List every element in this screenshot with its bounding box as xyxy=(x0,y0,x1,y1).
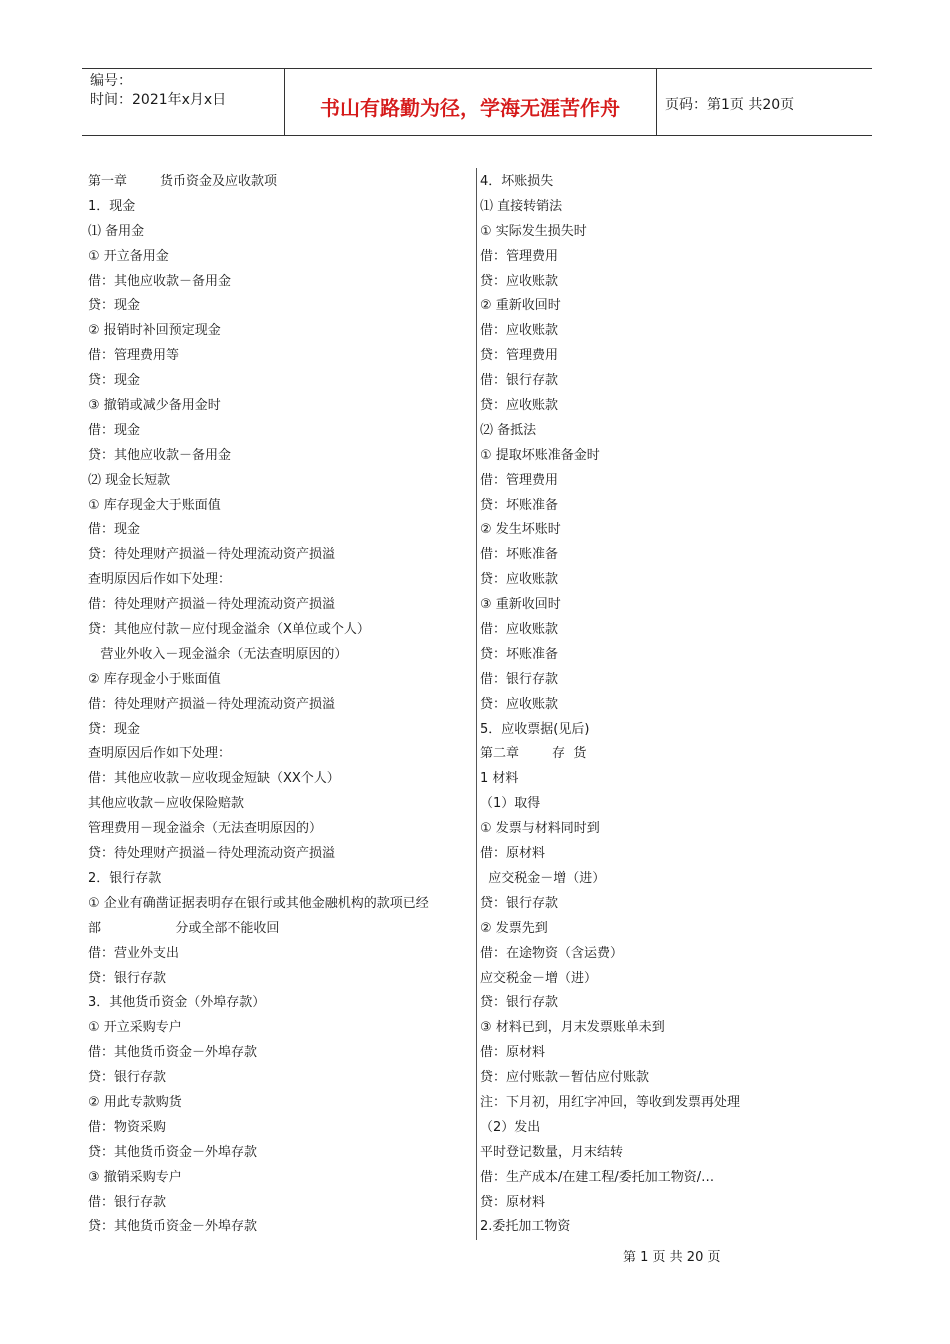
text-line: 第一章 货币资金及应收款项 xyxy=(88,174,278,189)
text-line: 借：在途物资（含运费） xyxy=(480,945,624,961)
text-line: 借：应收账款 xyxy=(480,622,559,638)
text-line: 借：原材料 xyxy=(480,846,546,862)
text-line: ③ 撤销采购专户 xyxy=(88,1169,182,1185)
text-line: ① 提取坏账准备金时 xyxy=(480,447,600,463)
text-line: 借：物资采购 xyxy=(88,1119,167,1135)
text-line: 贷：其他应收款－备用金 xyxy=(88,447,232,463)
text-line: ② 用此专款购货 xyxy=(88,1094,182,1110)
text-line: 4．坏账损失 xyxy=(480,174,554,189)
text-line: 管理费用－现金溢余（无法查明原因的） xyxy=(88,821,323,837)
text-line: ② 库存现金小于账面值 xyxy=(88,671,221,687)
text-line: ① 开立备用金 xyxy=(88,248,169,264)
text-line: ② 发生坏账时 xyxy=(480,522,561,538)
text-line: ① 实际发生损失时 xyxy=(480,223,587,239)
text-line: 2.委托加工物资 xyxy=(480,1219,571,1235)
header-bottom-rule xyxy=(82,135,872,136)
page-footer: 第 1 页 共 20 页 xyxy=(623,1250,721,1265)
text-line: 借：其他应收款－应收现金短缺（XX个人） xyxy=(88,771,340,787)
text-line: 营业外收入－现金溢余（无法查明原因的） xyxy=(88,646,348,662)
text-line: 贷：银行存款 xyxy=(480,995,559,1011)
text-line: 借：其他货币资金－外埠存款 xyxy=(88,1045,258,1061)
text-line: 贷：管理费用 xyxy=(480,348,559,364)
header-divider-right xyxy=(656,68,657,135)
text-line: 借：管理费用 xyxy=(480,248,559,264)
text-line: 贷：坏账准备 xyxy=(480,497,559,513)
text-line: ① 开立采购专户 xyxy=(88,1020,182,1036)
text-line: 平时登记数量，月末结转 xyxy=(480,1144,624,1160)
text-line: 贷：待处理财产损溢－待处理流动资产损溢 xyxy=(88,846,336,862)
text-line: 贷：其他货币资金－外埠存款 xyxy=(88,1219,258,1235)
text-line: 借：营业外支出 xyxy=(88,945,180,961)
text-line: 贷：应付账款－暂估应付账款 xyxy=(480,1070,650,1086)
text-line: 3．其他货币资金（外埠存款） xyxy=(88,995,266,1011)
text-line: 应交税金－增（进） xyxy=(480,870,606,886)
serial-label: 编号： xyxy=(90,73,132,89)
text-line: 贷：现金 xyxy=(88,298,141,314)
text-line: 贷：坏账准备 xyxy=(480,646,559,662)
header-motto: 书山有路勤为径，学海无涯苦作舟 xyxy=(320,96,620,120)
header-divider-left xyxy=(284,68,285,135)
text-line: ③ 材料已到，月末发票账单未到 xyxy=(480,1020,665,1036)
text-line: ① 库存现金大于账面值 xyxy=(88,497,221,513)
header-page-number: 页码：第1页 共20页 xyxy=(665,97,795,113)
text-line: 借：待处理财产损溢－待处理流动资产损溢 xyxy=(88,597,336,613)
text-line: 借：应收账款 xyxy=(480,323,559,339)
left-column xyxy=(88,170,478,1240)
text-line: （1）取得 xyxy=(480,796,541,812)
text-line: 贷：应收账款 xyxy=(480,273,559,289)
text-line: 借：其他应收款－备用金 xyxy=(88,273,232,289)
text-line: 借：坏账准备 xyxy=(480,547,559,563)
text-line: 贷：银行存款 xyxy=(88,970,167,986)
text-line: 5．应收票据(见后) xyxy=(480,721,590,737)
text-line: 借：银行存款 xyxy=(480,671,559,687)
text-line: ② 重新收回时 xyxy=(480,298,561,314)
text-line: 借：现金 xyxy=(88,422,141,438)
text-line: 借：管理费用 xyxy=(480,472,559,488)
text-line: 1．现金 xyxy=(88,198,136,214)
text-line: 贷：应收账款 xyxy=(480,696,559,712)
text-line: （2）发出 xyxy=(480,1119,541,1135)
text-line: 借：待处理财产损溢－待处理流动资产损溢 xyxy=(88,696,336,712)
text-line: ⑴ 直接转销法 xyxy=(480,198,563,214)
text-line: 贷：现金 xyxy=(88,721,141,737)
text-line: ① 发票与材料同时到 xyxy=(480,821,600,837)
text-line: 查明原因后作如下处理： xyxy=(88,572,232,588)
date-label: 时间：2021年x月x日 xyxy=(90,92,227,108)
text-line: 查明原因后作如下处理： xyxy=(88,746,232,762)
text-line: 贷：其他货币资金－外埠存款 xyxy=(88,1144,258,1160)
text-line: 注：下月初，用红字冲回，等收到发票再处理 xyxy=(480,1094,741,1110)
text-line: 贷：银行存款 xyxy=(88,1070,167,1086)
right-column xyxy=(480,170,870,1240)
text-line: 贷：待处理财产损溢－待处理流动资产损溢 xyxy=(88,547,336,563)
text-line: 应交税金－增（进） xyxy=(480,970,598,986)
text-line: 贷：银行存款 xyxy=(480,895,559,911)
text-line: ⑵ 备抵法 xyxy=(480,422,537,438)
text-line: 借：银行存款 xyxy=(480,373,559,389)
text-line: 1 材料 xyxy=(480,771,519,787)
text-line: ③ 撤销或减少备用金时 xyxy=(88,398,221,414)
header-top-rule xyxy=(82,68,872,69)
text-line: ⑵ 现金长短款 xyxy=(88,472,171,488)
text-line: 贷：现金 xyxy=(88,373,141,389)
text-line: 贷：其他应付款－应付现金溢余（X单位或个人） xyxy=(88,622,370,638)
text-line: ⑴ 备用金 xyxy=(88,223,145,239)
header-meta xyxy=(90,72,226,110)
text-line: 其他应收款－应收保险赔款 xyxy=(88,796,245,812)
text-line: 借：现金 xyxy=(88,522,141,538)
text-line: 借：管理费用等 xyxy=(88,348,180,364)
text-line: 贷：应收账款 xyxy=(480,398,559,414)
text-line: ② 报销时补回预定现金 xyxy=(88,323,221,339)
text-line: ① 企业有确凿证据表明存在银行或其他金融机构的款项已经 xyxy=(88,895,429,911)
text-line: 借：银行存款 xyxy=(88,1194,167,1210)
text-line: 第二章 存 货 xyxy=(480,746,587,762)
text-line: ② 发票先到 xyxy=(480,920,548,936)
text-line: 贷：应收账款 xyxy=(480,572,559,588)
text-line: 贷：原材料 xyxy=(480,1194,546,1210)
text-line: 部 分或全部不能收回 xyxy=(88,920,280,936)
text-line: 2．银行存款 xyxy=(88,870,162,886)
text-line: ③ 重新收回时 xyxy=(480,597,561,613)
text-line: 借：生产成本/在建工程/委托加工物资/… xyxy=(480,1169,715,1185)
text-line: 借：原材料 xyxy=(480,1045,546,1061)
